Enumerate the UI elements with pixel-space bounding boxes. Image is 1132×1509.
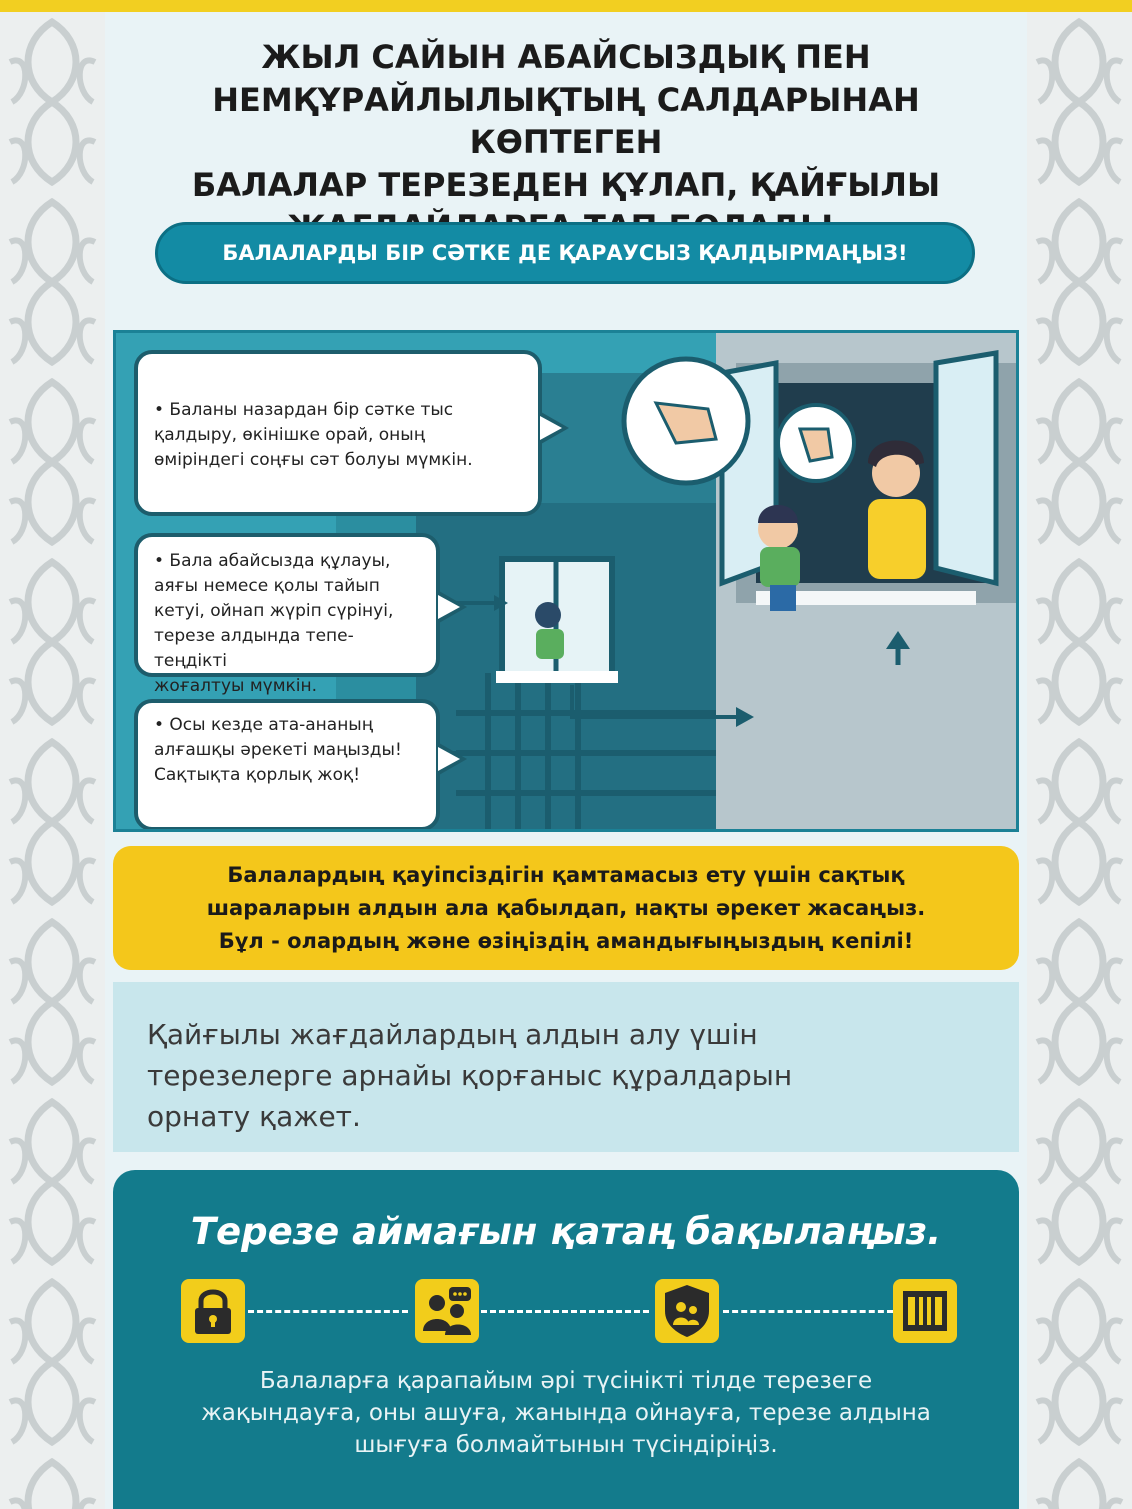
safety-measures-callout: Балалардың қауіпсіздігін қамтамасыз ету үшін сақтық шараларын алдын ала қабылдап, нақты әрекет жасаңыз. Бұл - олардың және өзіңіздің амандығыңыздың кепілі! — [113, 846, 1019, 970]
tip-bubble-supervision: • Баланы назардан бір сәтке тыс қалдыру, өкінішке орай, оның өміріндегі соңғы сәт болуы мүмкін. — [134, 350, 542, 516]
people-chat-icon — [415, 1279, 479, 1343]
top-accent-bar — [0, 0, 1132, 12]
illustration-window-scene — [113, 330, 1019, 832]
warning-banner: БАЛАЛАРДЫ БІР СӘТКЕ ДЕ ҚАРАУСЫЗ ҚАЛДЫРМАҢЫЗ! — [155, 222, 975, 284]
window-control-section — [113, 1170, 1019, 1509]
section-body-text: Балаларға қарапайым әрі түсінікті тілде терезеге жақындауға, оны ашуға, жанында ойнауға, терезе алдына шығуға болмайтынын түсіндіріңіз. — [201, 1368, 931, 1458]
connector-line — [723, 1310, 893, 1313]
tip-bubble-falling-risks: • Бала абайсызда құлауы, аяғы немесе қолы тайып кетуі, ойнап жүріп сүрінуі, терезе алдында тепе-теңдікті жоғалтуы мүмкін. — [134, 533, 440, 677]
tip-bubble-parent-reaction: • Осы кезде ата-ананың алғашқы әрекеті маңызды! Сақтықта қорлық жоқ! — [134, 699, 440, 831]
connector-line — [248, 1310, 408, 1313]
connector-line — [481, 1310, 649, 1313]
window-guard-icon — [893, 1279, 957, 1343]
shield-family-icon — [655, 1279, 719, 1343]
ornament-border-right — [1027, 12, 1132, 1509]
lock-icon — [181, 1279, 245, 1343]
page-headline: ЖЫЛ САЙЫН АБАЙСЫЗДЫҚ ПЕН НЕМҚҰРАЙЛЫЛЫҚТЫҢ САЛДАРЫНАН КӨПТЕГЕН БАЛАЛАР ТЕРЕЗЕДЕН ҚҰЛАП, ҚАЙҒЫЛЫ — [191, 38, 941, 204]
section-title: Терезе аймағын қатаң бақылаңыз. — [190, 1210, 942, 1253]
protection-advice: Қайғылы жағдайлардың алдын алу үшін терезелерге арнайы қорғаныс құралдарын орнату қажет. — [113, 982, 1019, 1152]
ornament-border-left — [0, 12, 105, 1509]
